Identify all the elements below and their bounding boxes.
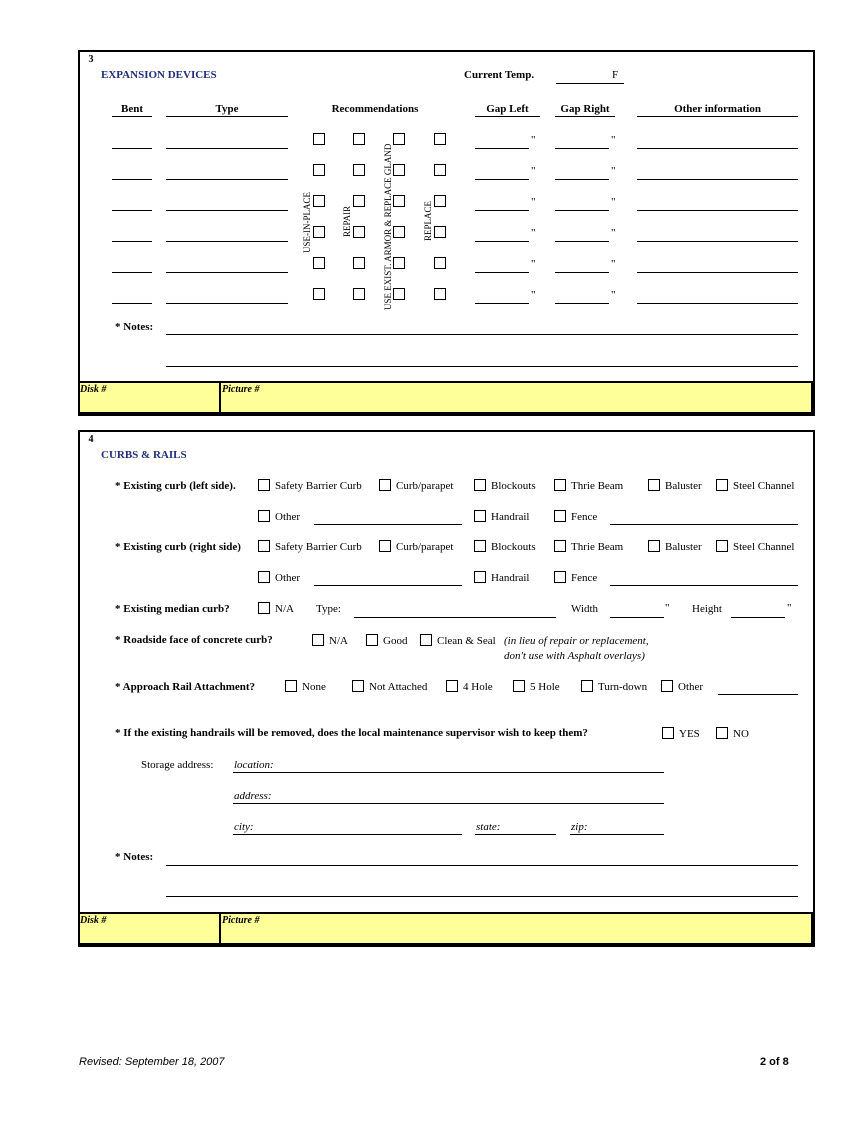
approach-option-label: Not Attached <box>369 681 428 693</box>
disk-label: Disk # <box>80 384 107 395</box>
address-label: address: <box>234 790 272 802</box>
notes-line-2[interactable] <box>166 366 798 367</box>
picture-field[interactable] <box>219 381 813 414</box>
median-width-label: Width <box>571 603 599 615</box>
median-na-label: N/A <box>275 603 294 615</box>
approach-option-label: Turn-down <box>598 681 648 693</box>
gap-left-field[interactable] <box>475 148 529 149</box>
curb-right-option-checkbox[interactable] <box>648 540 660 552</box>
gap-right-field[interactable] <box>555 210 609 211</box>
recommendation-checkbox[interactable] <box>313 195 325 207</box>
median-curb-label: * Existing median curb? <box>115 603 230 615</box>
recommendation-checkbox[interactable] <box>434 257 446 269</box>
bent-field[interactable] <box>112 241 152 242</box>
curb-right-option-label: Baluster <box>665 541 702 553</box>
recommendation-checkbox[interactable] <box>393 226 405 238</box>
header-bent: Bent <box>121 103 143 115</box>
inch-mark: " <box>531 289 536 301</box>
recommendation-checkbox[interactable] <box>353 195 365 207</box>
rec-label-armor-gland: USE EXIST. ARMOR & REPLACE GLAND <box>383 143 393 310</box>
notes-line-2[interactable] <box>166 896 798 897</box>
curb-right-option-checkbox[interactable] <box>258 540 270 552</box>
curb-left-option-checkbox[interactable] <box>474 479 486 491</box>
section-title: CURBS & RAILS <box>101 449 187 461</box>
curb-left-option-checkbox[interactable] <box>379 479 391 491</box>
no-label: NO <box>733 728 749 740</box>
curb-right-fence-checkbox[interactable] <box>554 571 566 583</box>
city-field[interactable] <box>233 834 462 835</box>
rec-label-replace: REPLACE <box>423 200 433 241</box>
curb-right-option-checkbox[interactable] <box>716 540 728 552</box>
gap-left-field[interactable] <box>475 303 529 304</box>
bent-field[interactable] <box>112 148 152 149</box>
curb-left-option-label: Baluster <box>665 480 702 492</box>
approach-option-checkbox[interactable] <box>581 680 593 692</box>
storage-label: Storage address: <box>141 759 214 771</box>
curb-right-other-field[interactable] <box>314 585 462 586</box>
gap-right-field[interactable] <box>555 179 609 180</box>
recommendation-checkbox[interactable] <box>353 257 365 269</box>
curb-right-fence-field[interactable] <box>610 585 798 586</box>
location-field[interactable] <box>233 772 664 773</box>
notes-line-1[interactable] <box>166 334 798 335</box>
inch-mark: " <box>531 258 536 270</box>
handrail-question: * If the existing handrails will be removed, does the local maintenance supervisor wish to keep them? <box>115 727 588 739</box>
zip-label: zip: <box>571 821 588 833</box>
roadside-good-label: Good <box>383 635 408 647</box>
inch-mark: " <box>611 258 616 270</box>
recommendation-checkbox[interactable] <box>313 226 325 238</box>
other-info-field[interactable] <box>637 272 798 273</box>
roadside-clean-seal-label: Clean & Seal <box>437 635 496 647</box>
header-underline <box>555 116 615 117</box>
median-type-field[interactable] <box>354 617 556 618</box>
approach-option-checkbox[interactable] <box>285 680 297 692</box>
approach-other-field[interactable] <box>718 694 798 695</box>
bent-field[interactable] <box>112 210 152 211</box>
inch-mark: " <box>531 196 536 208</box>
curb-right-handrail-checkbox[interactable] <box>474 571 486 583</box>
other-info-field[interactable] <box>637 148 798 149</box>
roadside-good-checkbox[interactable] <box>366 634 378 646</box>
roadside-note: (in lieu of repair or replacement, <box>504 635 649 647</box>
recommendation-checkbox[interactable] <box>313 257 325 269</box>
curb-left-option-checkbox[interactable] <box>258 479 270 491</box>
yes-label: YES <box>679 728 700 740</box>
median-height-field[interactable] <box>731 617 785 618</box>
approach-option-label: 5 Hole <box>530 681 560 693</box>
roadside-na-label: N/A <box>329 635 348 647</box>
header-gap-left: Gap Left <box>486 103 529 115</box>
other-info-field[interactable] <box>637 303 798 304</box>
current-temp-label: Current Temp. <box>464 69 535 81</box>
header-type: Type <box>215 103 239 115</box>
header-underline <box>475 116 540 117</box>
median-na-checkbox[interactable] <box>258 602 270 614</box>
curb-left-handrail-checkbox[interactable] <box>474 510 486 522</box>
location-label: location: <box>234 759 274 771</box>
header-underline <box>637 116 798 117</box>
curb-right-option-checkbox[interactable] <box>474 540 486 552</box>
curb-right-handrail-label: Handrail <box>491 572 530 584</box>
approach-option-checkbox[interactable] <box>513 680 525 692</box>
curb-left-fence-label: Fence <box>571 511 598 523</box>
approach-option-checkbox[interactable] <box>446 680 458 692</box>
roadside-na-checkbox[interactable] <box>312 634 324 646</box>
curb-left-fence-field[interactable] <box>610 524 798 525</box>
picture-label: Picture # <box>222 915 260 926</box>
recommendation-checkbox[interactable] <box>434 133 446 145</box>
section-number: 3 <box>78 50 102 68</box>
curb-right-option-label: Curb/parapet <box>396 541 454 553</box>
curb-right-option-checkbox[interactable] <box>379 540 391 552</box>
recommendation-checkbox[interactable] <box>434 164 446 176</box>
curb-right-option-label: Blockouts <box>491 541 536 553</box>
inch-mark: " <box>531 165 536 177</box>
inch-mark: " <box>787 602 792 614</box>
inch-mark: " <box>611 289 616 301</box>
curb-right-option-label: Thrie Beam <box>571 541 624 553</box>
curb-left-fence-checkbox[interactable] <box>554 510 566 522</box>
bent-field[interactable] <box>112 303 152 304</box>
header-underline <box>112 116 152 117</box>
roadside-clean-seal-checkbox[interactable] <box>420 634 432 646</box>
median-type-label: Type: <box>316 603 341 615</box>
curb-right-option-checkbox[interactable] <box>554 540 566 552</box>
state-field[interactable] <box>475 834 556 835</box>
recommendation-checkbox[interactable] <box>313 288 325 300</box>
picture-field[interactable] <box>219 912 813 945</box>
other-info-field[interactable] <box>637 210 798 211</box>
yes-checkbox[interactable] <box>662 727 674 739</box>
header-recommendations: Recommendations <box>331 103 419 115</box>
other-info-field[interactable] <box>637 179 798 180</box>
recommendation-checkbox[interactable] <box>353 133 365 145</box>
header-underline <box>166 116 288 117</box>
gap-right-field[interactable] <box>555 241 609 242</box>
gap-right-field[interactable] <box>555 303 609 304</box>
curb-left-option-label: Thrie Beam <box>571 480 624 492</box>
header-other: Other information <box>674 103 761 115</box>
type-field[interactable] <box>166 210 288 211</box>
approach-option-checkbox[interactable] <box>661 680 673 692</box>
notes-label: * Notes: <box>115 321 154 333</box>
recommendation-checkbox[interactable] <box>313 164 325 176</box>
rec-label-use-in-place: USE-IN-PLACE <box>302 192 312 253</box>
gap-left-field[interactable] <box>475 210 529 211</box>
curb-left-other-checkbox[interactable] <box>258 510 270 522</box>
curb-right-other-label: Other <box>275 572 301 584</box>
temp-unit: F <box>612 69 619 81</box>
revised-date: Revised: September 18, 2007 <box>79 1056 225 1068</box>
notes-line-1[interactable] <box>166 865 798 866</box>
section-title: EXPANSION DEVICES <box>101 69 217 81</box>
recommendation-checkbox[interactable] <box>393 288 405 300</box>
recommendation-checkbox[interactable] <box>393 164 405 176</box>
inch-mark: " <box>611 165 616 177</box>
curb-right-option-label: Safety Barrier Curb <box>275 541 362 553</box>
gap-left-field[interactable] <box>475 241 529 242</box>
approach-option-checkbox[interactable] <box>352 680 364 692</box>
median-height-label: Height <box>692 603 722 615</box>
type-field[interactable] <box>166 148 288 149</box>
disk-label: Disk # <box>80 915 107 926</box>
recommendation-checkbox[interactable] <box>353 288 365 300</box>
curb-left-option-label: Blockouts <box>491 480 536 492</box>
inch-mark: " <box>665 602 670 614</box>
rec-label-repair: REPAIR <box>342 205 352 237</box>
gap-left-field[interactable] <box>475 272 529 273</box>
zip-field[interactable] <box>570 834 664 835</box>
curb-right-label: * Existing curb (right side) <box>115 541 241 553</box>
notes-label: * Notes: <box>115 851 154 863</box>
recommendation-checkbox[interactable] <box>353 226 365 238</box>
median-width-field[interactable] <box>610 617 664 618</box>
approach-option-label: Other <box>678 681 704 693</box>
curb-left-other-label: Other <box>275 511 301 523</box>
curb-left-option-label: Steel Channel <box>733 480 795 492</box>
other-info-field[interactable] <box>637 241 798 242</box>
state-label: state: <box>476 821 501 833</box>
type-field[interactable] <box>166 241 288 242</box>
gap-right-field[interactable] <box>555 272 609 273</box>
type-field[interactable] <box>166 179 288 180</box>
recommendation-checkbox[interactable] <box>434 288 446 300</box>
no-checkbox[interactable] <box>716 727 728 739</box>
approach-label: * Approach Rail Attachment? <box>115 681 256 693</box>
curb-left-option-label: Curb/parapet <box>396 480 454 492</box>
curb-right-option-label: Steel Channel <box>733 541 795 553</box>
header-gap-right: Gap Right <box>560 103 610 115</box>
inch-mark: " <box>611 227 616 239</box>
bent-field[interactable] <box>112 272 152 273</box>
page-number: 2 of 8 <box>760 1056 789 1068</box>
recommendation-checkbox[interactable] <box>434 195 446 207</box>
recommendation-checkbox[interactable] <box>393 195 405 207</box>
gap-left-field[interactable] <box>475 179 529 180</box>
recommendation-checkbox[interactable] <box>393 133 405 145</box>
curb-left-option-checkbox[interactable] <box>554 479 566 491</box>
city-label: city: <box>234 821 254 833</box>
curb-left-option-checkbox[interactable] <box>648 479 660 491</box>
approach-option-label: None <box>302 681 326 693</box>
curb-right-fence-label: Fence <box>571 572 598 584</box>
picture-label: Picture # <box>222 384 260 395</box>
bent-field[interactable] <box>112 179 152 180</box>
gap-right-field[interactable] <box>555 148 609 149</box>
roadside-note: don't use with Asphalt overlays) <box>504 650 645 662</box>
curb-right-other-checkbox[interactable] <box>258 571 270 583</box>
type-field[interactable] <box>166 303 288 304</box>
inch-mark: " <box>531 227 536 239</box>
approach-option-label: 4 Hole <box>463 681 493 693</box>
inch-mark: " <box>611 196 616 208</box>
inch-mark: " <box>611 134 616 146</box>
curb-left-other-field[interactable] <box>314 524 462 525</box>
recommendation-checkbox[interactable] <box>353 164 365 176</box>
curb-left-option-checkbox[interactable] <box>716 479 728 491</box>
recommendation-checkbox[interactable] <box>393 257 405 269</box>
curb-left-option-label: Safety Barrier Curb <box>275 480 362 492</box>
section-number: 4 <box>78 430 102 448</box>
current-temp-field[interactable] <box>556 83 624 84</box>
type-field[interactable] <box>166 272 288 273</box>
inch-mark: " <box>531 134 536 146</box>
curb-left-label: * Existing curb (left side). <box>115 480 236 492</box>
roadside-label: * Roadside face of concrete curb? <box>115 634 273 646</box>
address-field[interactable] <box>233 803 664 804</box>
recommendation-checkbox[interactable] <box>434 226 446 238</box>
curb-left-handrail-label: Handrail <box>491 511 530 523</box>
recommendation-checkbox[interactable] <box>313 133 325 145</box>
